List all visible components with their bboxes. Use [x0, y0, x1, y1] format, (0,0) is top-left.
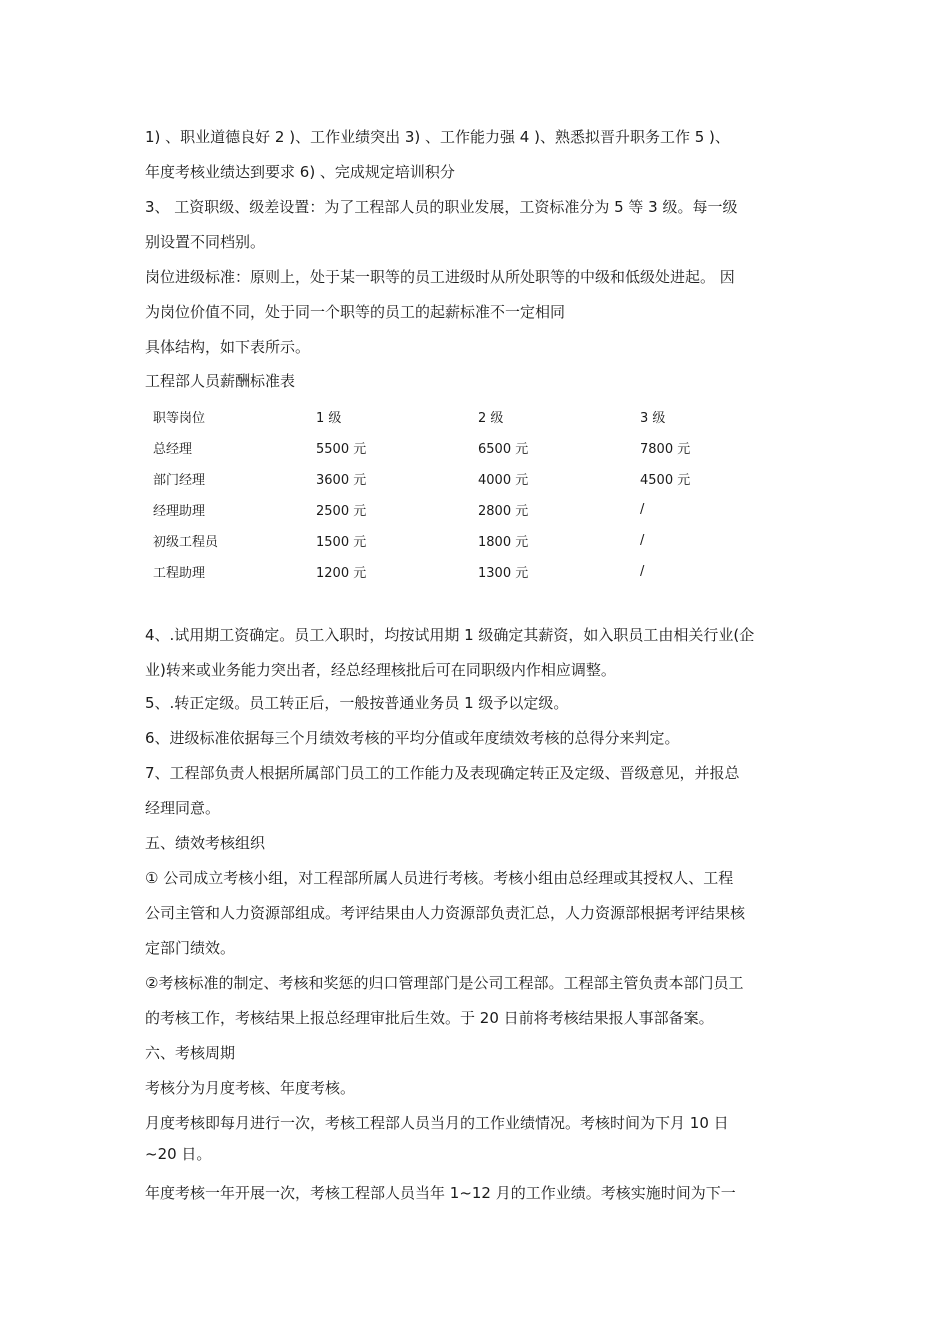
table-cell: 7800 元 [640, 442, 691, 457]
table-cell: 部门经理 [153, 473, 206, 488]
text-line: 考核分为月度考核、年度考核。 [145, 1079, 356, 1097]
section-heading: 六、考核周期 [145, 1044, 236, 1062]
text-line: 业)转来或业务能力突出者，经总经理核批后可在同职级内作相应调整。 [145, 661, 616, 679]
text-line: 别设置不同档别。 [145, 233, 266, 251]
table-cell: 经理助理 [153, 504, 206, 519]
text-line: 年度考核业绩达到要求 6) 、完成规定培训积分 [145, 163, 455, 181]
section-heading: 五、绩效考核组织 [145, 834, 266, 852]
text-line: 经理同意。 [145, 799, 221, 817]
text-line: ~20 日。 [145, 1145, 212, 1163]
table-cell: 4500 元 [640, 473, 691, 488]
text-line: 5、.转正定级。员工转正后，一般按普通业务员 1 级予以定级。 [145, 694, 569, 712]
table-cell: 1800 元 [478, 535, 529, 550]
table-cell: 1300 元 [478, 566, 529, 581]
table-cell: 2500 元 [316, 504, 367, 519]
text-line: 年度考核一年开展一次，考核工程部人员当年 1~12 月的工作业绩。考核实施时间为下一 [145, 1184, 736, 1202]
table-cell: 1500 元 [316, 535, 367, 550]
table-row [145, 525, 760, 556]
table-cell: / [640, 502, 645, 517]
salary-table [145, 401, 760, 587]
table-cell: 4000 元 [478, 473, 529, 488]
table-cell: 3600 元 [316, 473, 367, 488]
table-cell: 总经理 [153, 442, 193, 457]
text-line: 3、 工资职级、级差设置：为了工程部人员的职业发展，工资标准分为 5 等 3 级。每一级 [145, 198, 738, 216]
table-row [145, 463, 760, 494]
table-header-cell: 2 级 [478, 411, 504, 426]
text-line: 岗位进级标准：原则上，处于某一职等的员工进级时从所处职等的中级和低级处进起。 因 [145, 268, 735, 286]
table-header-cell: 1 级 [316, 411, 342, 426]
text-line: 公司主管和人力资源部组成。考评结果由人力资源部负责汇总，人力资源部根据考评结果核 [145, 904, 746, 922]
table-cell: 工程助理 [153, 566, 206, 581]
text-line: 月度考核即每月进行一次，考核工程部人员当月的工作业绩情况。考核时间为下月 10 日 [145, 1114, 729, 1132]
text-line: 4、.试用期工资确定。员工入职时，均按试用期 1 级确定其薪资，如入职员工由相关行业(企 [145, 626, 755, 644]
text-line: 6、进级标准依据每三个月绩效考核的平均分值或年度绩效考核的总得分来判定。 [145, 729, 680, 747]
table-row [145, 556, 760, 587]
table-cell: 5500 元 [316, 442, 367, 457]
table-row [145, 432, 760, 463]
table-cell: 6500 元 [478, 442, 529, 457]
text-line: 为岗位价值不同，处于同一个职等的员工的起薪标准不一定相同 [145, 303, 566, 321]
text-line: 1) 、职业道德良好 2 )、工作业绩突出 3) 、工作能力强 4 )、熟悉拟晋升职务工作 5 )、 [145, 128, 730, 146]
table-header-cell: 职等岗位 [153, 411, 206, 426]
table-header-cell: 3 级 [640, 411, 666, 426]
table-row [145, 494, 760, 525]
table-cell: / [640, 564, 645, 579]
text-line: ① 公司成立考核小组，对工程部所属人员进行考核。考核小组由总经理或其授权人、工程 [145, 869, 734, 887]
text-line: 具体结构，如下表所示。 [145, 338, 311, 356]
text-line: ②考核标准的制定、考核和奖惩的归口管理部门是公司工程部。工程部主管负责本部门员工 [145, 974, 744, 992]
table-cell: 1200 元 [316, 566, 367, 581]
text-line: 的考核工作，考核结果上报总经理审批后生效。于 20 日前将考核结果报人事部备案。 [145, 1009, 714, 1027]
table-cell: 初级工程员 [153, 535, 219, 550]
table-cell: 2800 元 [478, 504, 529, 519]
table-caption: 工程部人员薪酬标准表 [145, 372, 296, 390]
text-line: 7、工程部负责人根据所属部门员工的工作能力及表现确定转正及定级、晋级意见，并报总 [145, 764, 740, 782]
table-cell: / [640, 533, 645, 548]
text-line: 定部门绩效。 [145, 939, 236, 957]
table-header-row [145, 401, 760, 432]
